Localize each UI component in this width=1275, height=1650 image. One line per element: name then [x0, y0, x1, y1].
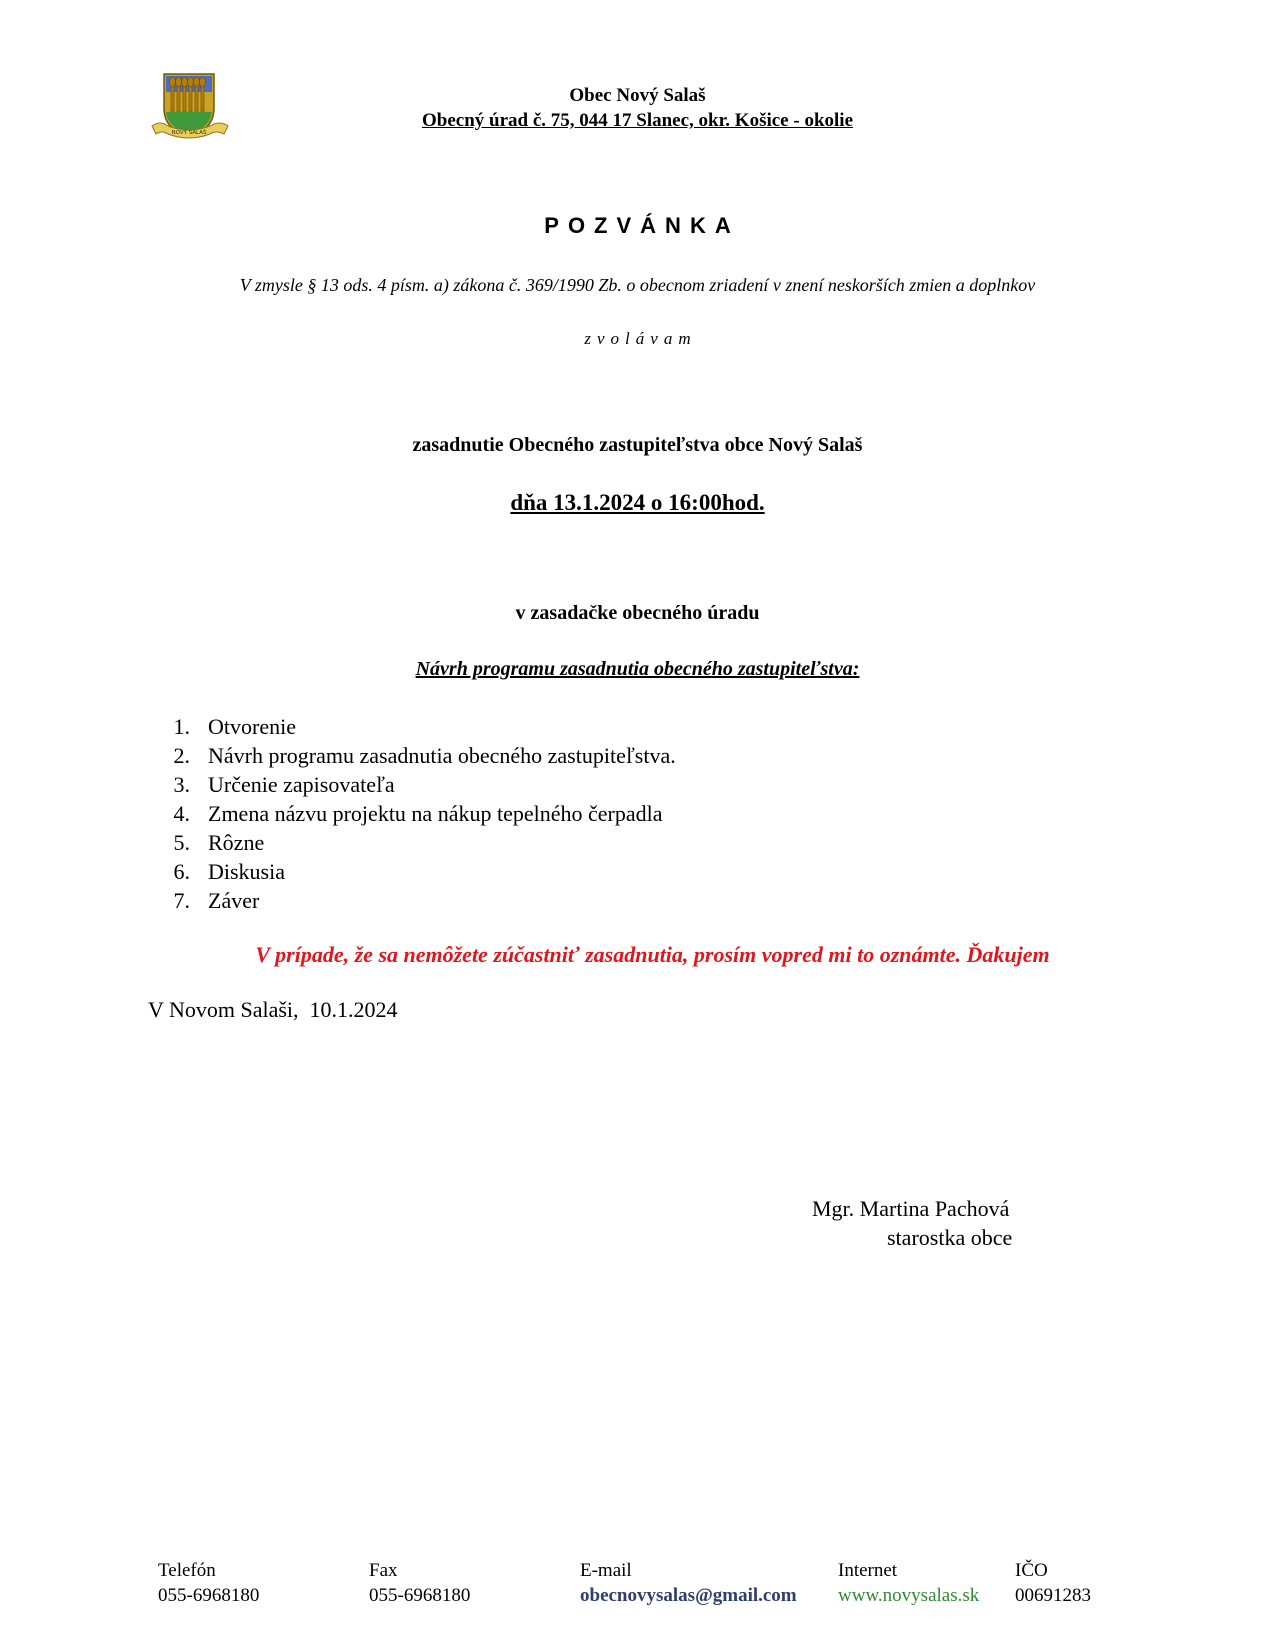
attendance-notice: V prípade, že sa nemôžete zúčastniť zasadnutia, prosím vopred mi to oznámte. Ďakujem: [255, 942, 1050, 967]
agenda-item-number: 5.: [173, 830, 190, 855]
agenda-list: [150, 712, 950, 915]
agenda-item-text: Zmena názvu projektu na nákup tepelného čerpadla: [208, 801, 663, 826]
agenda-item-text: Určenie zapisovateľa: [208, 772, 395, 797]
footer-ico: [1015, 1558, 1091, 1608]
meeting-title: zasadnutie Obecného zastupiteľstva obce Nový Salaš: [412, 434, 863, 456]
footer-ico-label: IČO: [1015, 1560, 1048, 1581]
footer-phone-value: 055-6968180: [158, 1585, 260, 1606]
agenda-item-text: Záver: [208, 888, 260, 913]
legal-basis: V zmysle § 13 ods. 4 písm. a) zákona č. 369/1990 Zb. o obecnom zriadení v znení neskorších zmien a doplnkov: [239, 275, 1036, 295]
agenda-item: [150, 712, 950, 741]
footer-fax-value: 055-6968180: [369, 1585, 471, 1606]
convene-text: zvolávam: [584, 329, 697, 348]
footer-email: [580, 1558, 797, 1608]
agenda-item: [150, 857, 950, 886]
footer-phone: [158, 1558, 259, 1608]
agenda-item: [150, 828, 950, 857]
agenda-item: [150, 770, 950, 799]
office-address: Obecný úrad č. 75, 044 17 Slanec, okr. Košice - okolie: [421, 110, 854, 131]
meeting-datetime: dňa 13.1.2024 o 16:00hod.: [510, 490, 765, 515]
svg-text:NOVÝ SALAŠ: NOVÝ SALAŠ: [171, 130, 207, 136]
footer-email-link[interactable]: obecnovysalas@gmail.com: [580, 1585, 797, 1606]
document-title: POZVÁNKA: [544, 213, 740, 238]
agenda-item-number: 2.: [173, 743, 190, 768]
agenda-item-text: Návrh programu zasadnutia obecného zastupiteľstva.: [208, 743, 676, 768]
agenda-item-text: Diskusia: [208, 859, 285, 884]
coat-of-arms-logo: [150, 72, 230, 144]
footer-ico-value: 00691283: [1015, 1585, 1091, 1606]
footer-web-label: Internet: [838, 1560, 898, 1581]
agenda-item: [150, 886, 950, 915]
agenda-item: [150, 741, 950, 770]
footer-web: [838, 1558, 979, 1608]
meeting-venue: v zasadačke obecného úradu: [515, 602, 760, 624]
signatory-name: Mgr. Martina Pachová: [812, 1196, 1010, 1221]
agenda-item-number: 4.: [173, 801, 190, 826]
agenda-item-text: Otvorenie: [208, 714, 296, 739]
footer-email-label: E-mail: [580, 1560, 632, 1581]
agenda-item-number: 1.: [173, 714, 190, 739]
place-and-date: V Novom Salaši, 10.1.2024: [148, 997, 398, 1022]
footer-phone-label: Telefón: [158, 1560, 216, 1581]
signatory-role: starostka obce: [887, 1225, 1013, 1250]
footer-fax-label: Fax: [369, 1560, 398, 1581]
agenda-item-text: Rôzne: [208, 830, 265, 855]
agenda-item-number: 3.: [173, 772, 190, 797]
agenda-item: [150, 799, 950, 828]
footer-fax: [369, 1558, 470, 1608]
agenda-title: Návrh programu zasadnutia obecného zastupiteľstva:: [415, 658, 860, 680]
agenda-item-number: 7.: [173, 888, 190, 913]
municipality-name: Obec Nový Salaš: [569, 85, 706, 106]
agenda-item-number: 6.: [173, 859, 190, 884]
footer-web-link[interactable]: www.novysalas.sk: [838, 1585, 980, 1606]
